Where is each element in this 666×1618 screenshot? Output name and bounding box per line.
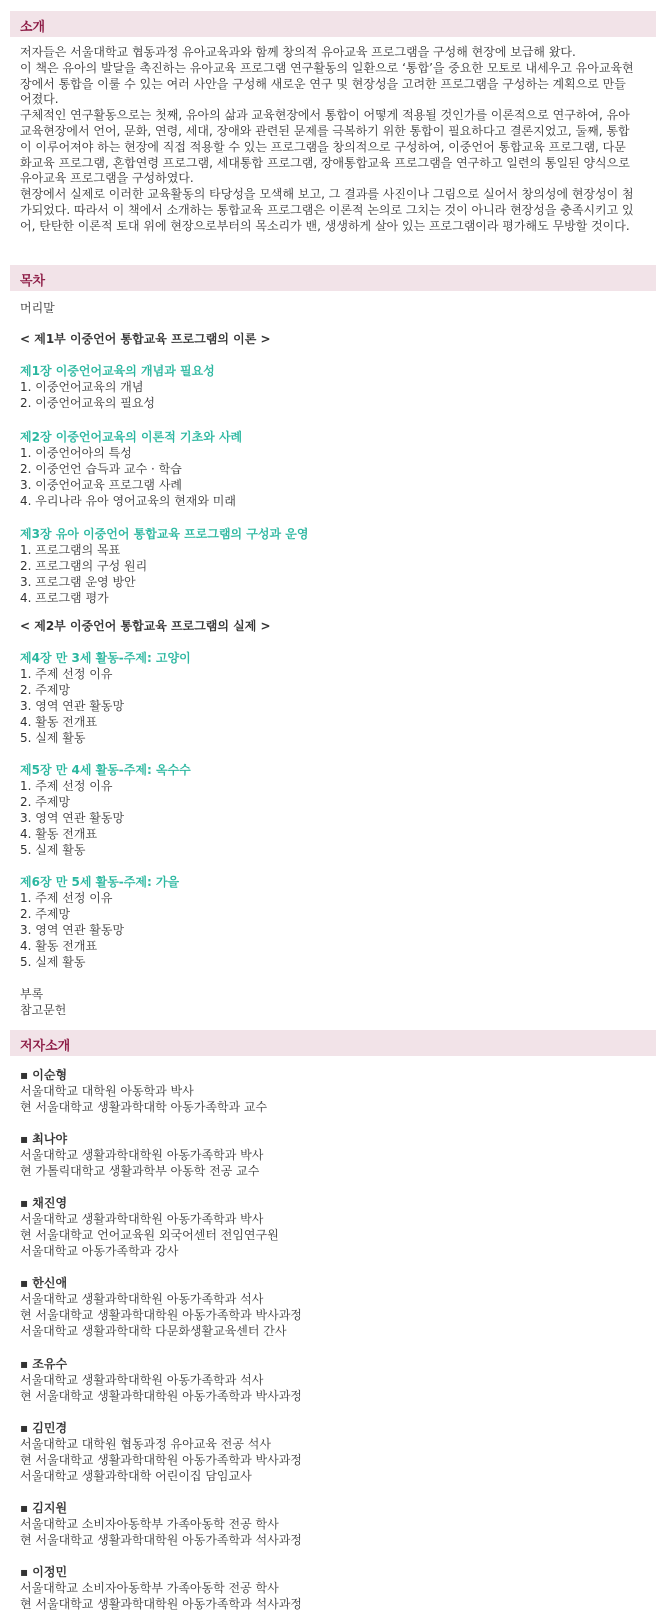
- author-detail: 서울대학교 생활과학대학 다문화생활교육센터 간사: [20, 1324, 287, 1338]
- intro-title: 소개: [20, 20, 46, 35]
- author-detail: 서울대학교 생활과학대학원 아동가족학과 박사: [20, 1148, 264, 1162]
- author-detail: 현 서울대학교 언어교육원 외국어센터 전임연구원: [20, 1228, 279, 1242]
- toc-item: 2. 이중언어교육의 필요성: [20, 396, 155, 410]
- toc-preface-label: 머리말: [20, 301, 55, 315]
- toc-item: 1. 주제 선정 이유: [20, 667, 113, 681]
- author-detail: 서울대학교 생활과학대학원 아동가족학과 석사: [20, 1292, 264, 1306]
- chapter-title: 제1장 이중언어교육의 개념과 필요성: [20, 364, 215, 378]
- toc-item: 2. 주제망: [20, 795, 71, 809]
- intro-line: 가되었다. 따라서 이 책에서 소개하는 통합교육 프로그램은 이론적 논의로 그치는 것이 아니라 현장성을 충족시키고 있: [20, 202, 634, 217]
- toc-item: 3. 영역 연관 활동망: [20, 923, 125, 937]
- author-detail: 현 서울대학교 생활과학대학원 아동가족학과 박사과정: [20, 1308, 302, 1322]
- intro-line: 구체적인 연구활동으로는 첫째, 유아의 삶과 교육현장에서 통합이 어떻게 적용될 것인가를 이론적으로 연구하여, 유아: [20, 108, 630, 123]
- toc-header: [10, 265, 656, 291]
- toc-chapter-6: [20, 874, 654, 970]
- author-detail: 현 서울대학교 생활과학대학원 아동가족학과 석사과정: [20, 1533, 302, 1547]
- intro-header: [10, 11, 656, 37]
- author-entry: [20, 1195, 654, 1259]
- toc-chapter-5: [20, 762, 654, 858]
- toc-item: 4. 활동 전개표: [20, 939, 98, 953]
- author-entry: [20, 1564, 654, 1612]
- authors-header: [10, 1030, 656, 1056]
- toc-item: 5. 실제 활동: [20, 843, 86, 857]
- toc-item: 5. 실제 활동: [20, 731, 86, 745]
- intro-body: [20, 45, 654, 235]
- toc-item: 3. 영역 연관 활동망: [20, 699, 125, 713]
- intro-line: 현장에서 실제로 이러한 교육활동의 타당성을 모색해 보고, 그 결과를 사진이나 그림으로 실어서 창의성에 현장성이 첨: [20, 187, 634, 202]
- toc-item: 1. 프로그램의 목표: [20, 543, 121, 557]
- author-detail: 현 서울대학교 생활과학대학원 아동가족학과 석사과정: [20, 1597, 302, 1611]
- author-entry: [20, 1500, 654, 1548]
- toc-references: 참고문헌: [20, 1003, 67, 1017]
- author-name: ▪ 이순형: [20, 1068, 68, 1082]
- author-detail: 서울대학교 생활과학대학 어린이집 담임교사: [20, 1469, 252, 1483]
- toc-part2: [20, 617, 654, 635]
- author-detail: 서울대학교 아동가족학과 강사: [20, 1244, 179, 1258]
- author-detail: 현 서울대학교 생활과학대학 아동가족학과 교수: [20, 1100, 268, 1114]
- toc-item: 3. 영역 연관 활동망: [20, 811, 125, 825]
- toc-item: 1. 주제 선정 이유: [20, 891, 113, 905]
- toc-item: 4. 활동 전개표: [20, 827, 98, 841]
- toc-chapter-3: [20, 526, 654, 606]
- part-title: < 제2부 이중언어 통합교육 프로그램의 실제 >: [20, 619, 271, 633]
- author-detail: 현 서울대학교 생활과학대학원 아동가족학과 박사과정: [20, 1453, 302, 1467]
- chapter-title: 제2장 이중언어교육의 이론적 기초와 사례: [20, 430, 243, 444]
- author-entry: [20, 1275, 654, 1339]
- toc-item: 2. 이중언언 습득과 교수 · 학습: [20, 462, 182, 476]
- intro-line: 저자들은 서울대학교 협동과정 유아교육과와 함께 창의적 유아교육 프로그램을 구성해 현장에 보급해 왔다.: [20, 45, 576, 59]
- intro-line: 어졌다.: [20, 92, 59, 107]
- author-name: ▪ 조유수: [20, 1357, 68, 1371]
- author-detail: 서울대학교 소비자아동학부 가족아동학 전공 학사: [20, 1581, 279, 1595]
- toc-item: 1. 주제 선정 이유: [20, 779, 113, 793]
- author-name: ▪ 김민경: [20, 1421, 68, 1435]
- toc-part1: [20, 330, 654, 348]
- author-detail: 서울대학교 생활과학대학원 아동가족학과 석사: [20, 1373, 264, 1387]
- authors-title: 저자소개: [20, 1039, 71, 1054]
- toc-preface: [20, 300, 654, 316]
- author-detail: 서울대학교 소비자아동학부 가족아동학 전공 학사: [20, 1517, 279, 1531]
- toc-item: 3. 프로그램 운영 방안: [20, 575, 136, 589]
- toc-item: 4. 활동 전개표: [20, 715, 98, 729]
- chapter-title: 제3장 유아 이중언어 통합교육 프로그램의 구성과 운영: [20, 527, 309, 541]
- toc-item: 1. 이중언어교육의 개념: [20, 380, 144, 394]
- toc-item: 3. 이중언어교육 프로그램 사례: [20, 478, 182, 492]
- author-entry: [20, 1420, 654, 1484]
- author-detail: 서울대학교 대학원 협동과정 유아교육 전공 석사: [20, 1437, 271, 1451]
- toc-item: 1. 이중언어아의 특성: [20, 446, 132, 460]
- author-name: ▪ 채진영: [20, 1196, 68, 1210]
- intro-line: 화교육 프로그램, 혼합연령 프로그램, 세대통합 프로그램, 장애통합교육 프로그램을 연구하고 일련의 통일된 양식으로: [20, 155, 630, 170]
- toc-appendix: 부록: [20, 987, 44, 1001]
- intro-line: 이 이루어져야 하는 현장에 직접 적용할 수 있는 프로그램을 창의적으로 구성하여, 이중언어 통합교육 프로그램, 다문: [20, 139, 626, 154]
- toc-item: 2. 주제망: [20, 683, 71, 697]
- author-detail: 서울대학교 대학원 아동학과 박사: [20, 1084, 194, 1098]
- author-name: ▪ 이정민: [20, 1565, 68, 1579]
- chapter-title: 제4장 만 3세 활동-주제: 고양이: [20, 651, 191, 665]
- intro-line: 교육현장에서 언어, 문화, 연령, 세대, 장애와 관련된 문제를 극복하기 위한 통합이 필요하다고 결론지었고, 둘째, 통합: [20, 123, 630, 138]
- toc-item: 2. 주제망: [20, 907, 71, 921]
- intro-line: 어, 탄탄한 이론적 토대 위에 현장으로부터의 목소리가 밴, 생생하게 살아 있는 프로그램이라 평가해도 무방할 것이다.: [20, 218, 630, 233]
- author-name: ▪ 최나야: [20, 1132, 68, 1146]
- toc-item: 4. 프로그램 평가: [20, 591, 109, 605]
- author-detail: 서울대학교 생활과학대학원 아동가족학과 박사: [20, 1212, 264, 1226]
- toc-back-matter: [20, 986, 654, 1018]
- toc-chapter-1: [20, 363, 654, 411]
- author-name: ▪ 김지원: [20, 1501, 68, 1515]
- part-title: < 제1부 이중언어 통합교육 프로그램의 이론 >: [20, 332, 271, 346]
- toc-chapter-2: [20, 429, 654, 509]
- author-name: ▪ 한신애: [20, 1276, 68, 1290]
- chapter-title: 제6장 만 5세 활동-주제: 가을: [20, 875, 180, 889]
- intro-line: 이 책은 유아의 발달을 촉진하는 유아교육 프로그램 연구활동의 일환으로 ‘통합’을 중요한 모토로 내세우고 유아교육현: [20, 60, 634, 75]
- intro-line: 장에서 통합을 이룰 수 있는 여러 사안을 구성해 새로운 연구 및 현장성을 고려한 프로그램을 구성하는 계획으로 만들: [20, 76, 626, 91]
- toc-title: 목차: [20, 274, 46, 289]
- toc-item: 2. 프로그램의 구성 원리: [20, 559, 148, 573]
- author-detail: 현 서울대학교 생활과학대학원 아동가족학과 박사과정: [20, 1389, 302, 1403]
- author-entry: [20, 1067, 654, 1115]
- intro-line: 유아교육 프로그램을 구성하였다.: [20, 171, 194, 186]
- toc-item: 4. 우리나라 유아 영어교육의 현재와 미래: [20, 494, 236, 508]
- chapter-title: 제5장 만 4세 활동-주제: 옥수수: [20, 763, 191, 777]
- author-entry: [20, 1131, 654, 1179]
- author-entry: [20, 1356, 654, 1404]
- author-detail: 현 가톨릭대학교 생활과학부 아동학 전공 교수: [20, 1164, 260, 1178]
- toc-chapter-4: [20, 650, 654, 746]
- toc-item: 5. 실제 활동: [20, 955, 86, 969]
